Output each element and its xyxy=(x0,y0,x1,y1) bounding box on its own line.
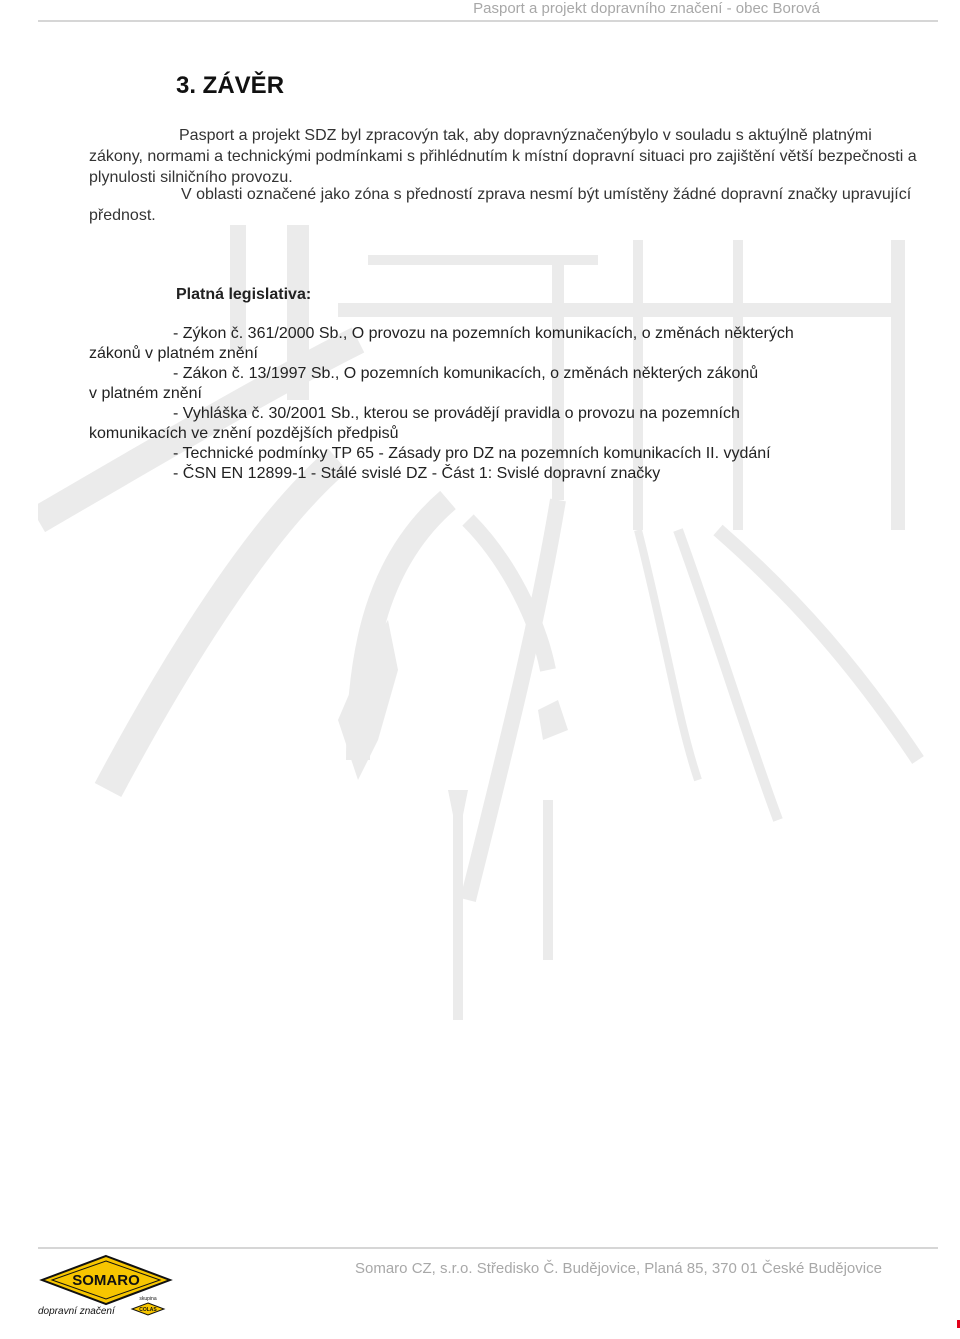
logo-name: SOMARO xyxy=(72,1272,140,1289)
legislation-item xyxy=(89,444,919,464)
paragraph-intro: Pasport a projekt SDZ byl zpracovýn tak, aby dopravnýznačenýbylo v souladu s aktuýlně platnými zákony, normami a technickými podmínkami s přihlédnutím k místní dopravní situaci pro zajištění větší bezpečnosti a plynulosti silničního provozu. xyxy=(89,127,917,186)
section-title: 3. ZÁVĚR xyxy=(176,72,285,99)
legislation-item-line: - Zýkon č. 361/2000 Sb., O provozu na pozemních komunikacích, o změnách některých xyxy=(173,325,794,342)
legislation-item-line: - Technické podmínky TP 65 - Zásady pro DZ na pozemních komunikacích II. vydání xyxy=(173,445,771,462)
footer-address: Somaro CZ, s.r.o. Středisko Č. Budějovice, Planá 85, 370 01 České Budějovice xyxy=(355,1260,882,1277)
legislation-item xyxy=(89,464,919,484)
header-title: Pasport a projekt dopravního značení - obec Borová xyxy=(473,0,820,17)
legislation-item-continuation: zákonů v platném znění xyxy=(89,345,258,362)
legislation-item-continuation: komunikacích ve znění pozdějších předpisů xyxy=(89,425,399,442)
road-watermark xyxy=(38,200,938,1020)
header-divider xyxy=(38,20,938,22)
legislation-item-continuation: v platném znění xyxy=(89,385,202,402)
legislation-heading: Platná legislativa: xyxy=(176,286,312,303)
footer-divider xyxy=(38,1247,938,1249)
legislation-item-line: - Zákon č. 13/1997 Sb., O pozemních komunikacích, o změnách některých zákonů xyxy=(173,365,759,382)
somaro-logo xyxy=(36,1254,176,1318)
legislation-item-line: - ČSN EN 12899-1 - Stálé svislé DZ - Část 1: Svislé dopravní značky xyxy=(173,465,661,482)
logo-tagline: dopravní značení xyxy=(38,1306,115,1317)
legislation-item xyxy=(89,404,919,444)
logo-group: skupina xyxy=(139,1296,157,1302)
legislation-item xyxy=(89,364,919,404)
logo-colas: COLAS xyxy=(139,1307,157,1313)
legislation-item xyxy=(89,324,919,364)
paragraph-zone: V oblasti označené jako zóna s předností zprava nesmí být umístěny žádné dopravní značky upravující přednost. xyxy=(89,186,912,224)
legislation-item-line: - Vyhláška č. 30/2001 Sb., kterou se provádějí pravidla o provozu na pozemních xyxy=(173,405,740,422)
